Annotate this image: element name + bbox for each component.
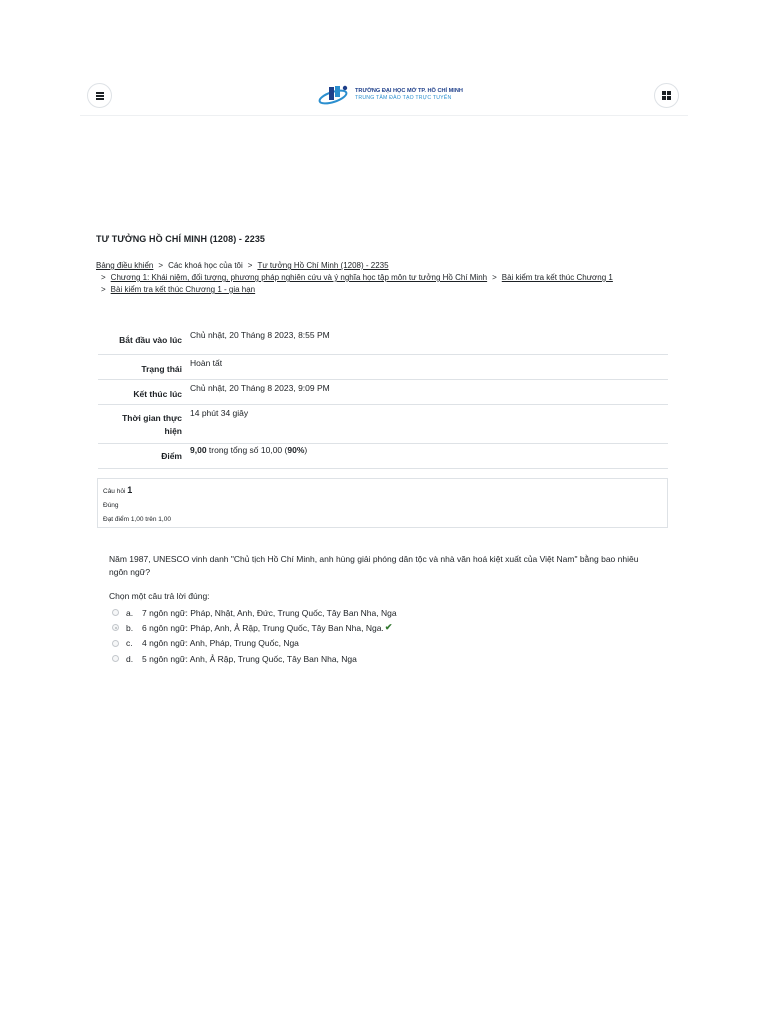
breadcrumb-chapter[interactable]: Chương 1: Khái niệm, đối tượng, phương pháp nghiên cứu và ý nghĩa học tập môn tư tưởng Hồ Chí Minh <box>110 273 488 282</box>
breadcrumb-quiz[interactable]: Bài kiểm tra kết thúc Chương 1 <box>501 273 613 282</box>
question-state: Đúng <box>103 502 119 509</box>
started-value: Chủ nhật, 20 Tháng 8 2023, 8:55 PM <box>190 330 330 340</box>
breadcrumb-separator: > <box>101 273 106 282</box>
answer-text: 6 ngôn ngữ: Pháp, Anh, Ả Rập, Trung Quốc, Tây Ban Nha, Nga. <box>142 622 384 633</box>
completed-label: Kết thúc lúc <box>133 389 182 399</box>
menu-button[interactable] <box>87 83 112 108</box>
answer-list <box>112 605 397 666</box>
radio-button[interactable] <box>112 655 119 662</box>
answer-option-d[interactable] <box>112 651 397 666</box>
site-logo[interactable] <box>318 84 463 106</box>
logo-subtitle: TRUNG TÂM ĐÀO TẠO TRỰC TUYẾN <box>355 95 452 101</box>
breadcrumb-course[interactable]: Tư tưởng Hồ Chí Minh (1208) - 2235 <box>257 261 389 270</box>
breadcrumb <box>96 260 676 296</box>
question-number-value: 1 <box>127 485 133 495</box>
page-title: TƯ TƯỞNG HỒ CHÍ MINH (1208) - 2235 <box>96 234 266 244</box>
grid-icon <box>662 91 671 100</box>
grade-value <box>188 444 668 468</box>
answer-text: 4 ngôn ngữ: Anh, Pháp, Trung Quốc, Nga <box>142 638 299 649</box>
state-label: Trạng thái <box>141 364 182 374</box>
top-navbar <box>80 72 688 116</box>
answer-option-b[interactable] <box>112 620 397 635</box>
summary-row-started <box>98 326 668 355</box>
time-value: 14 phút 34 giây <box>190 408 249 418</box>
breadcrumb-quiz-extended[interactable]: Bài kiểm tra kết thúc Chương 1 - gia hạn <box>110 285 256 294</box>
breadcrumb-separator: > <box>247 261 253 270</box>
answer-prompt: Chọn một câu trả lời đúng: <box>109 591 210 601</box>
correct-check-icon: ✔ <box>384 622 393 633</box>
breadcrumb-dashboard[interactable]: Bảng điều khiển <box>96 261 154 270</box>
time-label-line2: hiện <box>164 426 182 436</box>
breadcrumb-my-courses[interactable]: Các khoá học của tôi <box>168 261 243 270</box>
apps-button[interactable] <box>654 83 679 108</box>
answer-option-a[interactable] <box>112 605 397 620</box>
summary-row-completed <box>98 380 668 405</box>
question-info-box <box>97 478 668 528</box>
radio-button[interactable] <box>112 640 119 647</box>
answer-letter: b. <box>126 622 134 633</box>
started-label: Bắt đầu vào lúc <box>119 335 182 345</box>
answer-text: 5 ngôn ngữ: Anh, Ả Rập, Trung Quốc, Tây Ban Nha, Nga <box>142 653 357 664</box>
attempt-summary-table <box>98 326 668 469</box>
state-value: Hoàn tất <box>190 358 223 368</box>
grade-close: ) <box>304 445 308 455</box>
logo-title: TRƯỜNG ĐẠI HỌC MỞ TP. HỒ CHÍ MINH <box>355 88 463 94</box>
grade-score: 9,00 <box>190 445 207 455</box>
question-number <box>103 483 662 499</box>
summary-row-time <box>98 405 668 444</box>
answer-letter: c. <box>126 638 133 649</box>
grade-percent: 90% <box>287 445 305 455</box>
breadcrumb-separator: > <box>492 273 497 282</box>
completed-value: Chủ nhật, 20 Tháng 8 2023, 9:09 PM <box>190 383 330 393</box>
question-label: Câu hỏi <box>103 488 126 495</box>
question-text: Năm 1987, UNESCO vinh danh "Chủ tịch Hồ Chí Minh, anh hùng giải phóng dân tộc và nhà văn hoá kiệt xuất của Việt Nam" bằng bao nhiêu ngôn ngữ? <box>109 554 639 577</box>
radio-button-selected[interactable] <box>112 624 119 631</box>
grade-label: Điểm <box>161 451 182 461</box>
summary-row-state <box>98 355 668 380</box>
answer-letter: a. <box>126 607 134 618</box>
hamburger-icon <box>96 92 104 99</box>
university-emblem-icon <box>318 84 352 106</box>
breadcrumb-separator: > <box>101 285 106 294</box>
summary-row-grade <box>98 444 668 469</box>
time-label <box>98 405 188 443</box>
time-label-line1: Thời gian thực <box>122 413 182 423</box>
answer-letter: d. <box>126 653 134 664</box>
radio-button[interactable] <box>112 609 119 616</box>
breadcrumb-separator: > <box>158 261 164 270</box>
answer-option-c[interactable] <box>112 636 397 651</box>
answer-text: 7 ngôn ngữ: Pháp, Nhật, Anh, Đức, Trung Quốc, Tây Ban Nha, Nga <box>142 607 397 618</box>
grade-total: trong tổng số 10,00 ( <box>206 445 288 455</box>
question-mark: Đạt điểm 1,00 trên 1,00 <box>103 516 171 523</box>
